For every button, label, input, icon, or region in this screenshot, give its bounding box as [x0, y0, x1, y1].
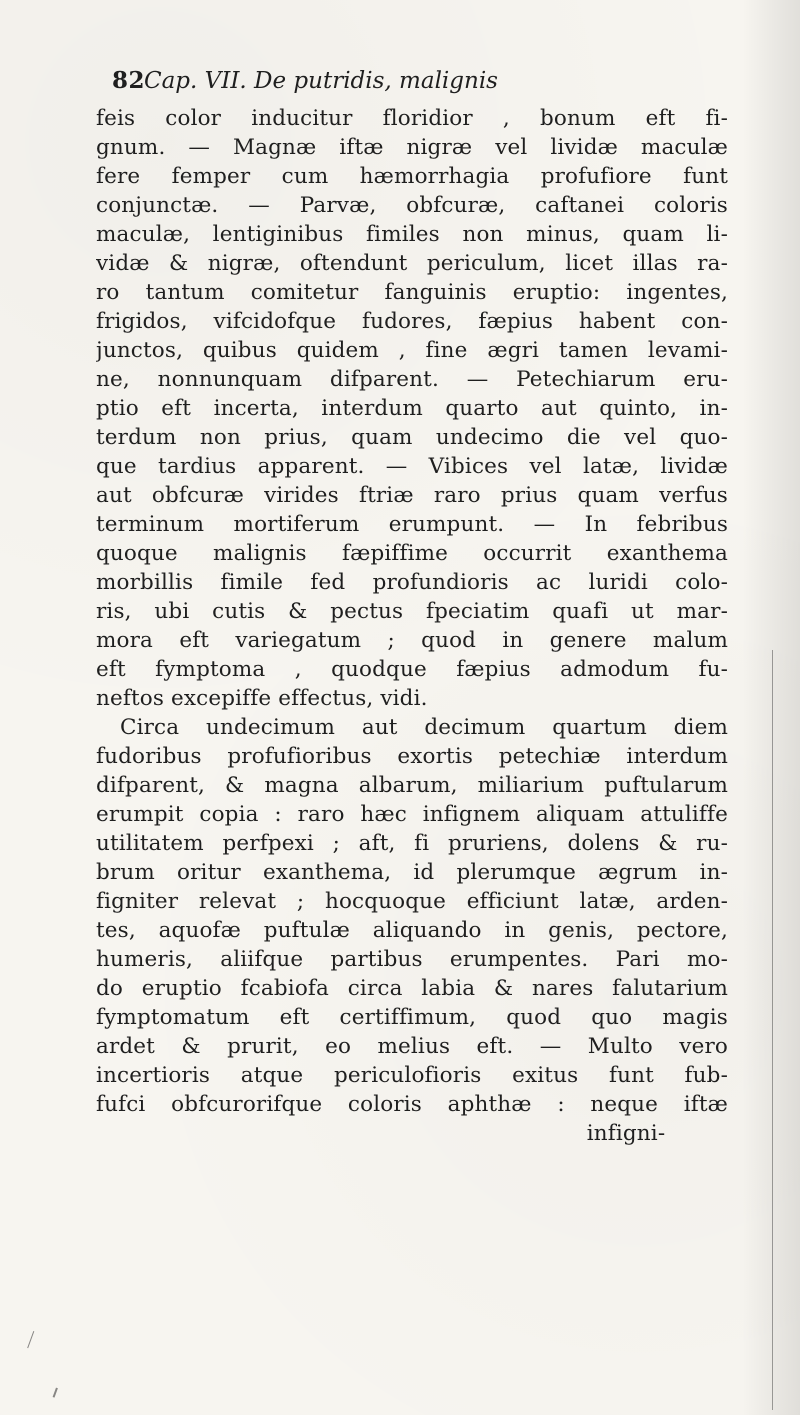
- body-line: maculæ, lentiginibus fimiles non minus, quam li-: [96, 222, 728, 247]
- body-line: Circa undecimum aut decimum quartum diem: [120, 715, 728, 740]
- body-line: frigidos, vifcidofque fudores, fæpius habent con-: [96, 309, 728, 334]
- body-line: feis color inducitur floridior , bonum eft fi-: [96, 106, 728, 131]
- catchword: infigni-: [586, 1121, 666, 1146]
- running-head: [112, 64, 702, 98]
- body-line: neftos excepiffe effectus, vidi.: [96, 686, 428, 711]
- body-line: terminum mortiferum erumpunt. — In febribus: [96, 512, 728, 537]
- body-line: brum oritur exanthema, id plerumque ægrum in-: [96, 860, 728, 885]
- body-line: vidæ & nigræ, oftendunt periculum, licet illas ra-: [96, 251, 728, 276]
- body-line: humeris, aliifque partibus erumpentes. Pari mo-: [96, 947, 728, 972]
- body-line: ro tantum comitetur fanguinis eruptio: ingentes,: [96, 280, 728, 305]
- body-line: junctos, quibus quidem , fine ægri tamen levami-: [96, 338, 728, 363]
- body-line: ris, ubi cutis & pectus fpeciatim quafi ut mar-: [96, 599, 728, 624]
- page-edge-shadow: [742, 0, 800, 1415]
- body-line: tes, aquofæ puftulæ aliquando in genis, pectore,: [96, 918, 728, 943]
- body-line: erumpit copia : raro hæc infignem aliquam attuliffe: [96, 802, 728, 827]
- body-line: do eruptio fcabiofa circa labia & nares falutarium: [96, 976, 728, 1001]
- body-line: morbillis fimile fed profundioris ac luridi colo-: [96, 570, 728, 595]
- body-line: ne, nonnunquam difparent. — Petechiarum eru-: [96, 367, 728, 392]
- body-line: quoque malignis fæpiffime occurrit exanthema: [96, 541, 728, 566]
- body-line: difparent, & magna albarum, miliarium puftularum: [96, 773, 728, 798]
- body-line: fudoribus profufioribus exortis petechiæ interdum: [96, 744, 728, 769]
- page-edge-line: [772, 650, 773, 1410]
- body-line: aut obfcuræ virides ftriæ raro prius quam verfus: [96, 483, 728, 508]
- body-line: ardet & prurit, eo melius eft. — Multo vero: [96, 1034, 728, 1059]
- body-line: fufci obfcurorifque coloris aphthæ : neque iftæ: [96, 1092, 728, 1117]
- body-line: mora eft variegatum ; quod in genere malum: [96, 628, 728, 653]
- scan-mark: [27, 1331, 42, 1351]
- body-text: [96, 104, 728, 1146]
- body-line: que tardius apparent. — Vibices vel latæ, lividæ: [96, 454, 728, 479]
- body-line: conjunctæ. — Parvæ, obfcuræ, caftanei coloris: [96, 193, 728, 218]
- scan-mark: [53, 1388, 66, 1401]
- body-line: terdum non prius, quam undecimo die vel quo-: [96, 425, 728, 450]
- body-line: fymptomatum eft certiffimum, quod quo magis: [96, 1005, 728, 1030]
- body-line: gnum. — Magnæ iftæ nigræ vel lividæ maculæ: [96, 135, 728, 160]
- body-line: incertioris atque periculofioris exitus funt fub-: [96, 1063, 728, 1088]
- body-line: utilitatem perfpexi ; aft, fi pruriens, dolens & ru-: [96, 831, 728, 856]
- body-line: fere femper cum hæmorrhagia profufiore funt: [96, 164, 728, 189]
- body-line: figniter relevat ; hocquoque efficiunt latæ, arden-: [96, 889, 728, 914]
- body-line: ptio eft incerta, interdum quarto aut quinto, in-: [96, 396, 728, 421]
- page-number: 82: [112, 67, 146, 94]
- chapter-running-title: Cap. VII. De putridis, malignis: [144, 68, 498, 94]
- body-line: eft fymptoma , quodque fæpius admodum fu-: [96, 657, 728, 682]
